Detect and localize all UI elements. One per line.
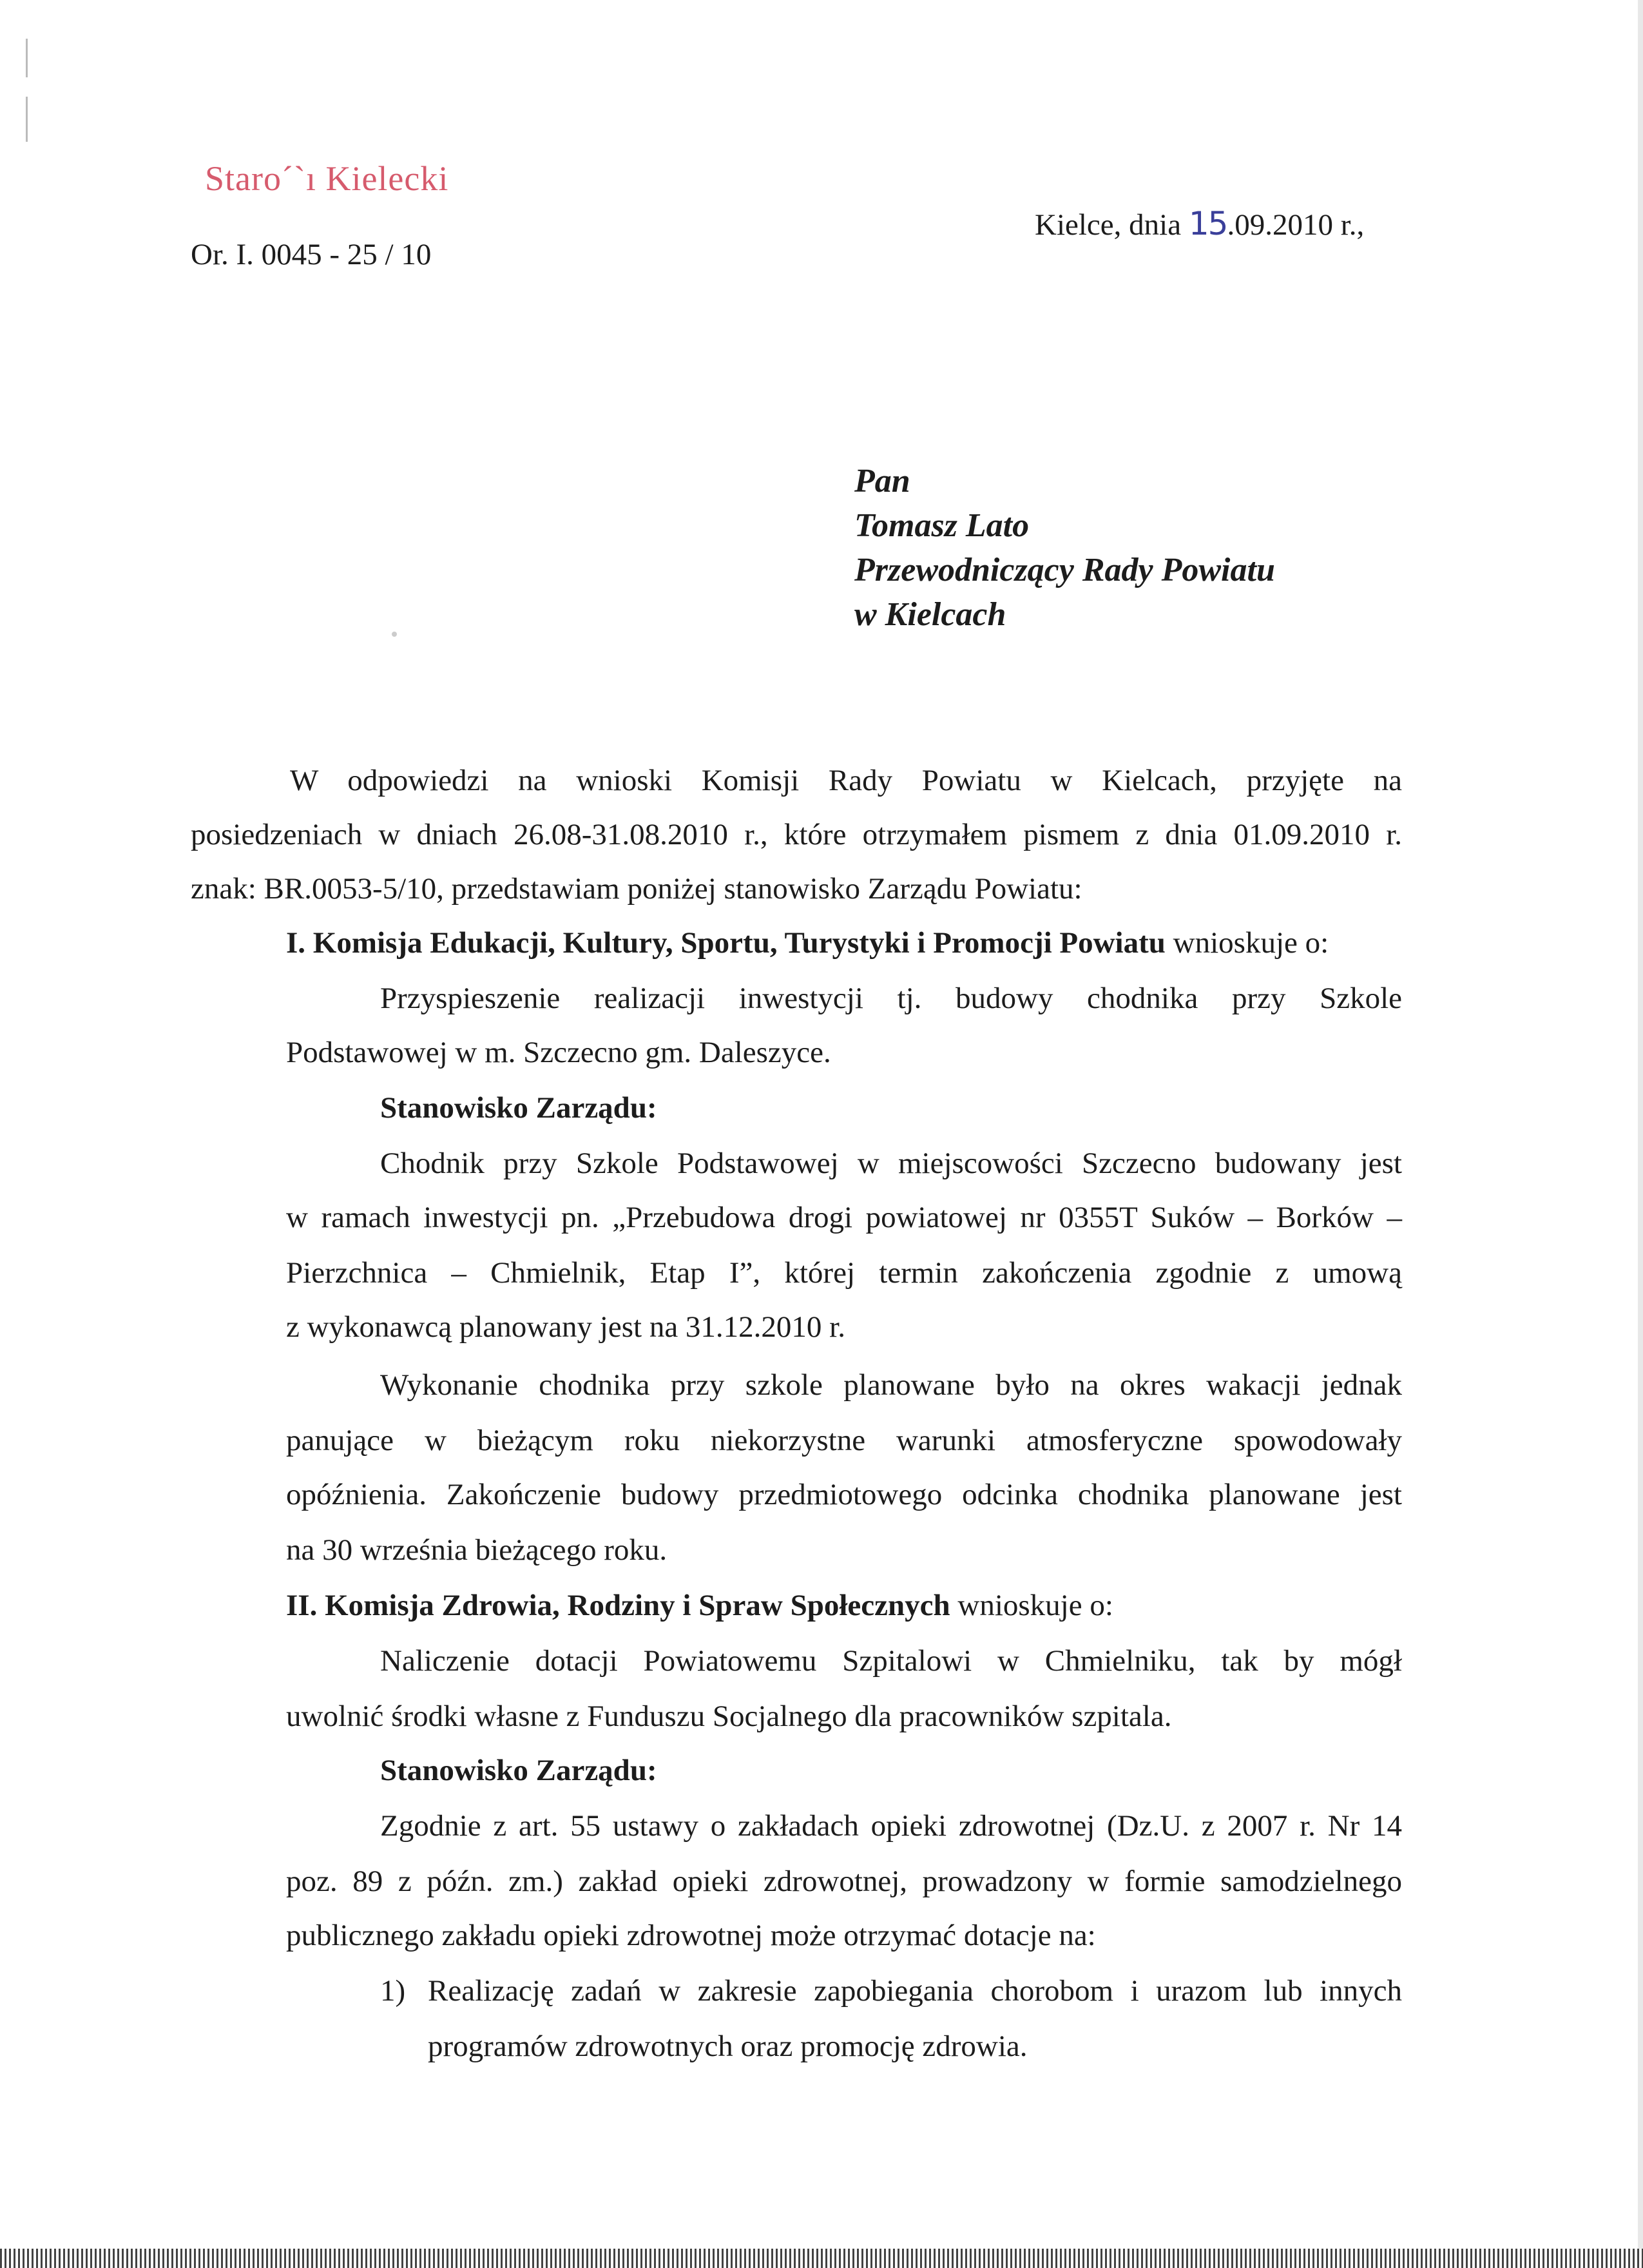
date-line: [1035, 205, 1364, 242]
section1-paragraph-line: panujące w bieżącym roku niekorzystne warunki atmosferyczne spowodowały: [286, 1424, 1402, 1457]
section1-paragraph-line: Chodnik przy Szkole Podstawowej w miejscowości Szczecno budowany jest: [380, 1147, 1402, 1180]
section1-request-line: Przyspieszenie realizacji inwestycji tj. budowy chodnika przy Szkole: [380, 982, 1402, 1015]
section1-paragraph-line: na 30 września bieżącego roku.: [286, 1533, 668, 1567]
section1-paragraph-line: Pierzchnica – Chmielnik, Etap I”, której termin zakończenia zgodnie z umową: [286, 1256, 1402, 1290]
section1-request-line: Podstawowej w m. Szczecno gm. Daleszyce.: [286, 1036, 831, 1069]
intro-line: znak: BR.0053-5/10, przedstawiam poniżej stanowisko Zarządu Powiatu:: [191, 872, 1082, 906]
section1-position-label: Stanowisko Zarządu:: [380, 1091, 657, 1125]
list-item-line: Realizację zadań w zakresie zapobiegania chorobom i urazom lub innych: [428, 1974, 1402, 2008]
section2-heading-bold: II. Komisja Zdrowia, Rodziny i Spraw Społecznych: [286, 1589, 950, 1622]
section1-paragraph-line: Wykonanie chodnika przy szkole planowane było na okres wakacji jednak: [380, 1368, 1402, 1402]
section2-paragraph-line: poz. 89 z późn. zm.) zakład opieki zdrowotnej, prowadzony w formie samodzielnego: [286, 1865, 1402, 1898]
section2-heading-rest: wnioskuje o:: [950, 1589, 1113, 1622]
intro-line: W odpowiedzi na wnioski Komisji Rady Powiatu w Kielcach, przyjęte na: [290, 764, 1402, 797]
addressee-line: Pan: [854, 463, 910, 499]
list-item-line: programów zdrowotnych oraz promocję zdrowia.: [428, 2030, 1028, 2063]
section2-request-line: Naliczenie dotacji Powiatowemu Szpitalowi w Chmielniku, tak by mógł: [380, 1644, 1402, 1678]
scan-right-edge: [1638, 0, 1643, 2268]
scan-bottom-strip: [0, 2249, 1643, 2268]
section1-paragraph-line: opóźnienia. Zakończenie budowy przedmiotowego odcinka chodnika planowane jest: [286, 1478, 1402, 1511]
scan-speck: [392, 632, 397, 637]
section1-paragraph-line: w ramach inwestycji pn. „Przebudowa drogi powiatowej nr 0355T Suków – Borków –: [286, 1201, 1402, 1234]
date-suffix: .09.2010 r.,: [1227, 208, 1365, 242]
list-item-number: 1): [380, 1974, 406, 2008]
section2-position-label: Stanowisko Zarządu:: [380, 1754, 657, 1787]
addressee-line: Przewodniczący Rady Powiatu: [854, 552, 1275, 588]
section2-paragraph-line: publicznego zakładu opieki zdrowotnej może otrzymać dotacje na:: [286, 1919, 1096, 1952]
section2-paragraph-line: Zgodnie z art. 55 ustawy o zakładach opieki zdrowotnej (Dz.U. z 2007 r. Nr 14: [380, 1809, 1402, 1843]
section1-heading-bold: I. Komisja Edukacji, Kultury, Sportu, Turystyki i Promocji Powiatu: [286, 926, 1166, 960]
reference-number: Or. I. 0045 - 25 / 10: [191, 238, 432, 271]
date-day-handwritten: 15: [1188, 205, 1227, 242]
section1-heading-rest: wnioskuje o:: [1165, 926, 1329, 960]
section1-paragraph-line: z wykonawcą planowany jest na 31.12.2010 r.: [286, 1310, 845, 1344]
addressee-line: Tomasz Lato: [854, 507, 1030, 544]
section2-request-line: uwolnić środki własne z Funduszu Socjalnego dla pracowników szpitala.: [286, 1700, 1172, 1733]
intro-line: posiedzeniach w dniach 26.08-31.08.2010 r., które otrzymałem pismem z dnia 01.09.2010 r.: [191, 818, 1402, 851]
section1-heading: [286, 926, 1329, 960]
section2-heading: [286, 1588, 1113, 1623]
scan-edge-mark: [26, 39, 28, 77]
date-prefix: Kielce, dnia: [1035, 208, 1189, 242]
addressee-block: [854, 459, 1275, 637]
addressee-line: w Kielcach: [854, 596, 1006, 633]
office-stamp: Staro´`ı Kielecki: [205, 159, 449, 198]
scan-edge-mark: [26, 97, 28, 142]
